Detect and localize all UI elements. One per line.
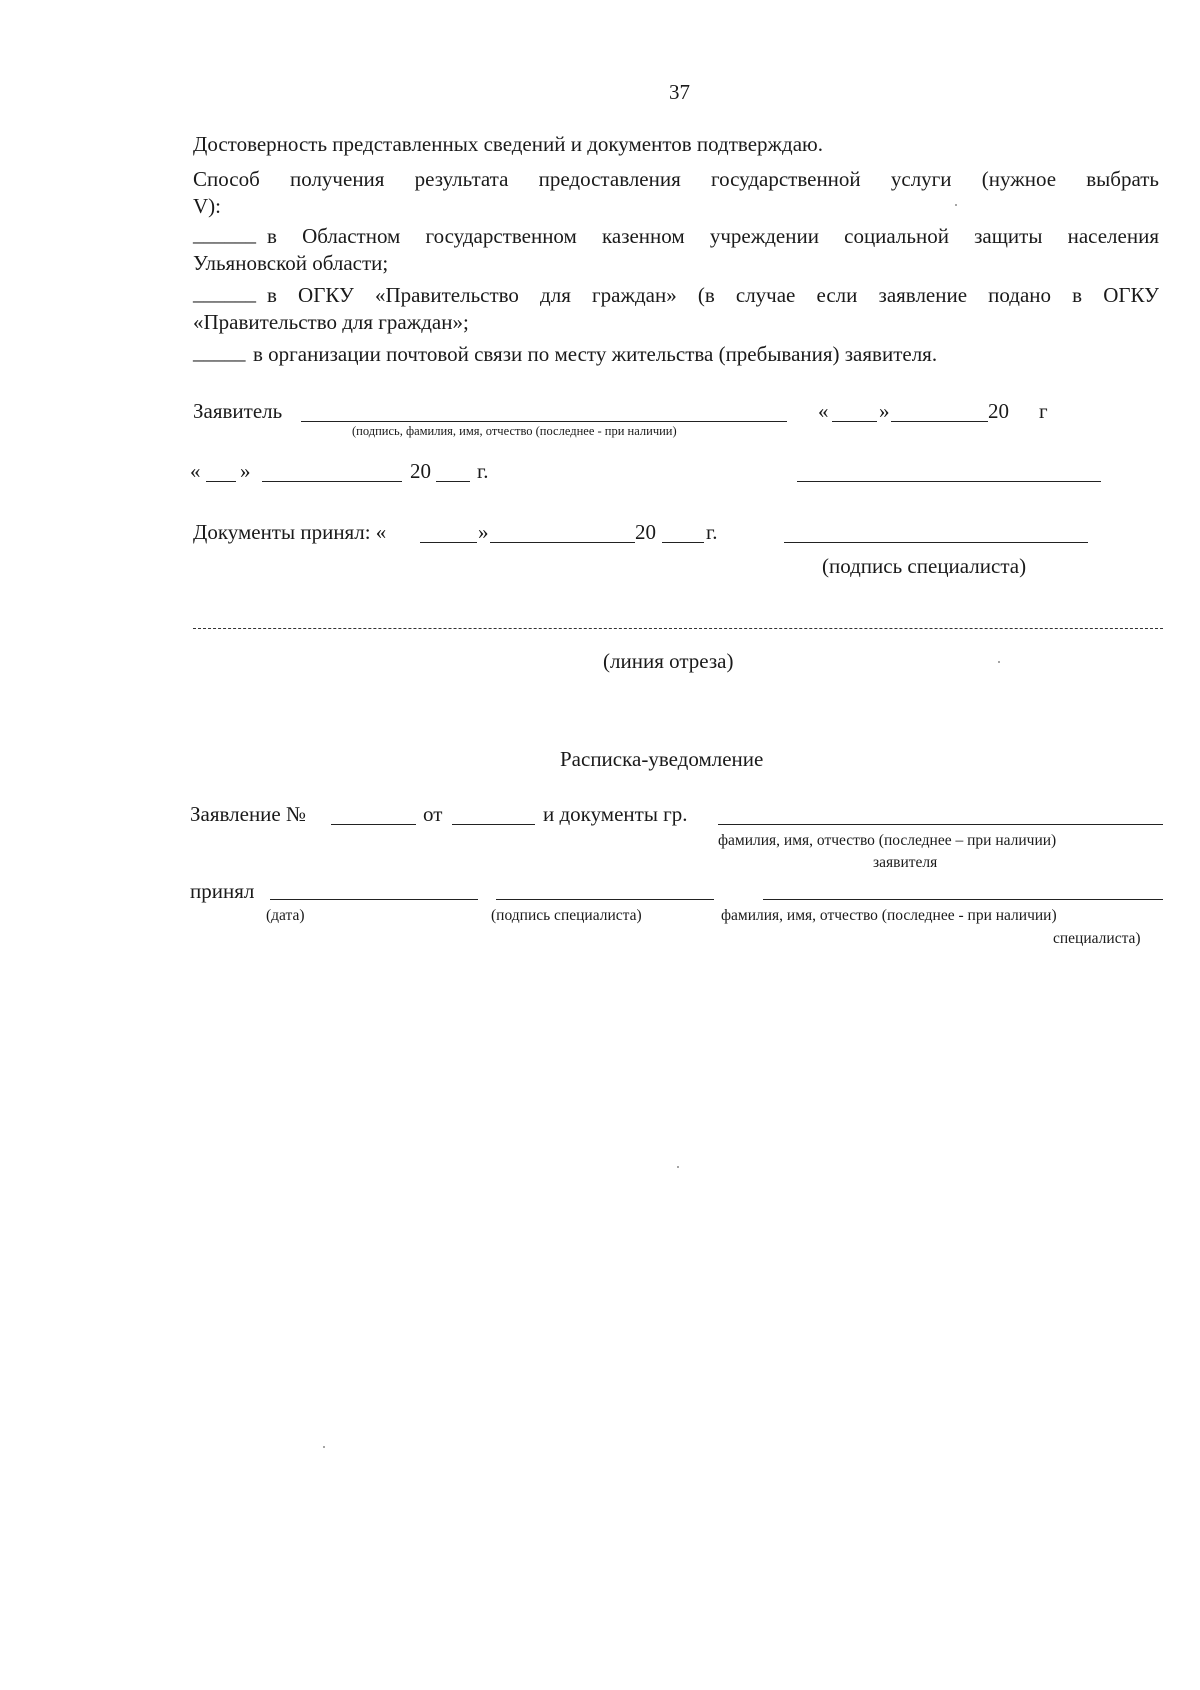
specialist-signature-line[interactable] [784, 542, 1088, 543]
accepted-day-line[interactable] [420, 542, 477, 543]
date-day-line[interactable] [206, 481, 236, 482]
stray-dot [998, 661, 1000, 663]
option-2-line-1: в ОГКУ «Правительство для граждан» (в случае если заявление подано в ОГКУ [267, 283, 1159, 307]
option-3-line-1: в организации почтовой связи по месту жительства (пребывания) заявителя. [253, 342, 938, 366]
receipt-specialist-caption: фамилия, имя, отчество (последнее - при наличии) [721, 907, 1057, 924]
option-3-blank: _____ [193, 340, 246, 364]
application-number-line[interactable] [331, 824, 416, 825]
applicant-signature-line[interactable] [301, 421, 787, 422]
receipt-specialist-fio-line[interactable] [763, 899, 1163, 900]
applicant-label: Заявитель [193, 399, 283, 423]
applicant-fio-line[interactable] [718, 824, 1163, 825]
date-close-quote: » [240, 459, 251, 483]
stray-dot [323, 1446, 325, 1448]
method-line-2: V): [193, 194, 221, 218]
accepted-year-prefix: 20 [635, 520, 656, 544]
option-2-blank: ______ [193, 281, 256, 305]
documents-label: и документы гр. [543, 802, 688, 826]
cut-line-divider [193, 628, 1163, 629]
applicant-fio-caption-2: заявителя [873, 854, 938, 871]
applicant-year-prefix: 20 [988, 399, 1009, 423]
receipt-signature-caption: (подпись специалиста) [491, 907, 642, 924]
page-number: 37 [669, 80, 690, 104]
receipt-date-line[interactable] [270, 899, 478, 900]
option-2-line-2: «Правительство для граждан»; [193, 310, 469, 334]
receipt-title: Расписка-уведомление [560, 747, 764, 771]
date-year-suffix: г. [477, 459, 489, 483]
confirmation-text: Достоверность представленных сведений и документов подтверждаю. [193, 132, 823, 156]
accepted-label: Документы принял: « [193, 520, 387, 544]
option-1-line-1: в Областном государственном казенном учреждении социальной защиты населения [267, 224, 1159, 248]
application-date-line[interactable] [452, 824, 535, 825]
method-line-1: Способ получения результата предоставления государственной услуги (нужное выбрать [193, 167, 1159, 191]
accepted-year-suffix: г. [706, 520, 718, 544]
applicant-signature-caption: (подпись, фамилия, имя, отчество (последнее - при наличии) [352, 424, 677, 438]
date-row-signature-line[interactable] [797, 481, 1101, 482]
date-year-prefix: 20 [410, 459, 431, 483]
stray-dot [677, 1166, 679, 1168]
applicant-year-suffix: г [1039, 399, 1048, 423]
applicant-date-open-quote: « [818, 399, 829, 423]
applicant-month-line[interactable] [891, 421, 988, 422]
receipt-date-caption: (дата) [266, 907, 305, 924]
application-number-label: Заявление № [190, 802, 307, 826]
applicant-fio-caption: фамилия, имя, отчество (последнее – при наличии) [718, 832, 1057, 849]
date-open-quote: « [190, 459, 201, 483]
cut-line-caption: (линия отреза) [603, 649, 734, 673]
accepted-year-line[interactable] [662, 542, 704, 543]
application-from-label: от [423, 802, 443, 826]
option-1-blank: ______ [193, 222, 256, 246]
applicant-day-line[interactable] [832, 421, 877, 422]
option-1-line-2: Ульяновской области; [193, 251, 389, 275]
receipt-specialist-caption-2: специалиста) [1053, 930, 1141, 947]
accepted-month-line[interactable] [490, 542, 635, 543]
date-year-line[interactable] [436, 481, 470, 482]
receipt-signature-line[interactable] [496, 899, 714, 900]
applicant-date-close-quote: » [879, 399, 890, 423]
stray-dot [955, 204, 957, 206]
accepted-by-label: принял [190, 879, 255, 903]
date-month-line[interactable] [262, 481, 402, 482]
accepted-close-quote: » [478, 520, 489, 544]
specialist-signature-caption: (подпись специалиста) [822, 554, 1027, 578]
